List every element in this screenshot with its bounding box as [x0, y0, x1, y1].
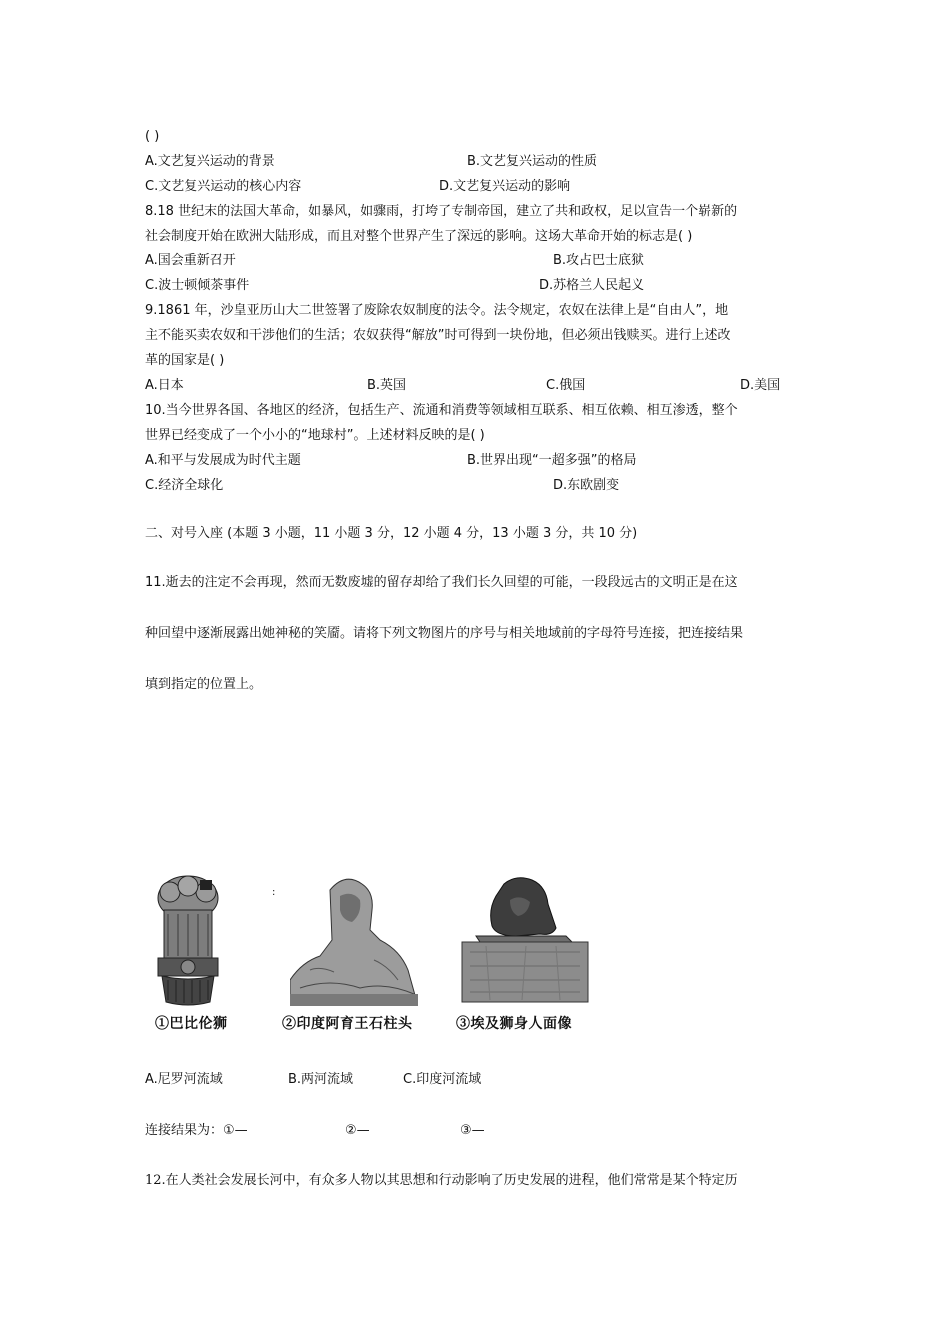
sphinx-image: [290, 870, 418, 1006]
q11-stem-line2: 种回望中逐渐展露出她神秘的笑靥。请将下列文物图片的序号与相关地域前的字母符号连接，把连接结果: [145, 626, 744, 641]
q8-option-d: D.苏格兰人民起义: [539, 278, 645, 293]
babylon-lion-image: [456, 870, 592, 1006]
q9-option-a: A.日本: [145, 378, 184, 393]
region-b: B.两河流域: [288, 1072, 354, 1087]
q12-stem-line1: 12.在人类社会发展长河中，有众多人物以其思想和行动影响了历史发展的进程，他们常常是某个特定历: [145, 1173, 738, 1188]
caption-2: ②印度阿育王石柱头: [282, 1016, 413, 1032]
q10-option-c: C.经济全球化: [145, 478, 224, 493]
q11-stem-line1: 11.逝去的注定不会再现，然而无数废墟的留存却给了我们长久回望的可能，一段段远古的文明正是在这: [145, 575, 738, 590]
q10-option-d: D.东欧剧变: [553, 478, 620, 493]
q8-stem-line1: 8.18 世纪末的法国大革命，如暴风，如骤雨，打垮了专制帝国，建立了共和政权，足以宣告一个崭新的: [145, 204, 738, 219]
q10-stem-line1: 10.当今世界各国、各地区的经济，包括生产、流通和消费等领域相互联系、相互依赖、相互渗透，整个: [145, 403, 738, 418]
ashoka-lion-capital-image: [148, 870, 228, 1008]
q7-option-c: C.文艺复兴运动的核心内容: [145, 179, 302, 194]
stray-mark: :: [272, 887, 276, 898]
q7-option-a: A.文艺复兴运动的背景: [145, 154, 275, 169]
caption-1: ①巴比伦狮: [155, 1016, 228, 1032]
q8-option-a: A.国会重新召开: [145, 253, 236, 268]
q9-stem-line1: 9.1861 年，沙皇亚历山大二世签署了废除农奴制度的法令。法令规定，农奴在法律上是“自由人”，地: [145, 303, 729, 318]
q10-option-b: B.世界出现“一超多强”的格局: [467, 453, 637, 468]
q9-stem-line2: 主不能买卖农奴和干涉他们的生活；农奴获得“解放”时可得到一块份地，但必须出钱赎买。进行上述改: [145, 328, 731, 343]
result-3: ③—: [460, 1123, 485, 1138]
q9-option-c: C.俄国: [546, 378, 586, 393]
q9-stem-line3: 革的国家是( ): [145, 353, 225, 368]
region-a: A.尼罗河流域: [145, 1072, 223, 1087]
result-2: ②—: [345, 1123, 370, 1138]
caption-3: ③埃及狮身人面像: [456, 1016, 572, 1032]
q8-stem-line2: 社会制度开始在欧洲大陆形成，而且对整个世界产生了深远的影响。这场大革命开始的标志是( ): [145, 229, 693, 244]
q9-option-b: B.英国: [367, 378, 407, 393]
q7-answer-paren: ( ): [145, 129, 160, 144]
q10-option-a: A.和平与发展成为时代主题: [145, 453, 301, 468]
result-label: 连接结果为：①—: [145, 1123, 248, 1138]
q8-option-b: B.攻占巴士底狱: [553, 253, 645, 268]
q8-option-c: C.波士顿倾茶事件: [145, 278, 250, 293]
q7-option-b: B.文艺复兴运动的性质: [467, 154, 598, 169]
q9-option-d: D.美国: [740, 378, 781, 393]
q7-option-d: D.文艺复兴运动的影响: [439, 179, 571, 194]
section2-heading: 二、对号入座 (本题 3 小题，11 小题 3 分，12 小题 4 分，13 小题 3 分，共 10 分): [145, 526, 638, 541]
region-c: C.印度河流域: [403, 1072, 482, 1087]
q10-stem-line2: 世界已经变成了一个小小的“地球村”。上述材料反映的是( ): [145, 428, 485, 443]
q11-stem-line3: 填到指定的位置上。: [145, 677, 263, 692]
